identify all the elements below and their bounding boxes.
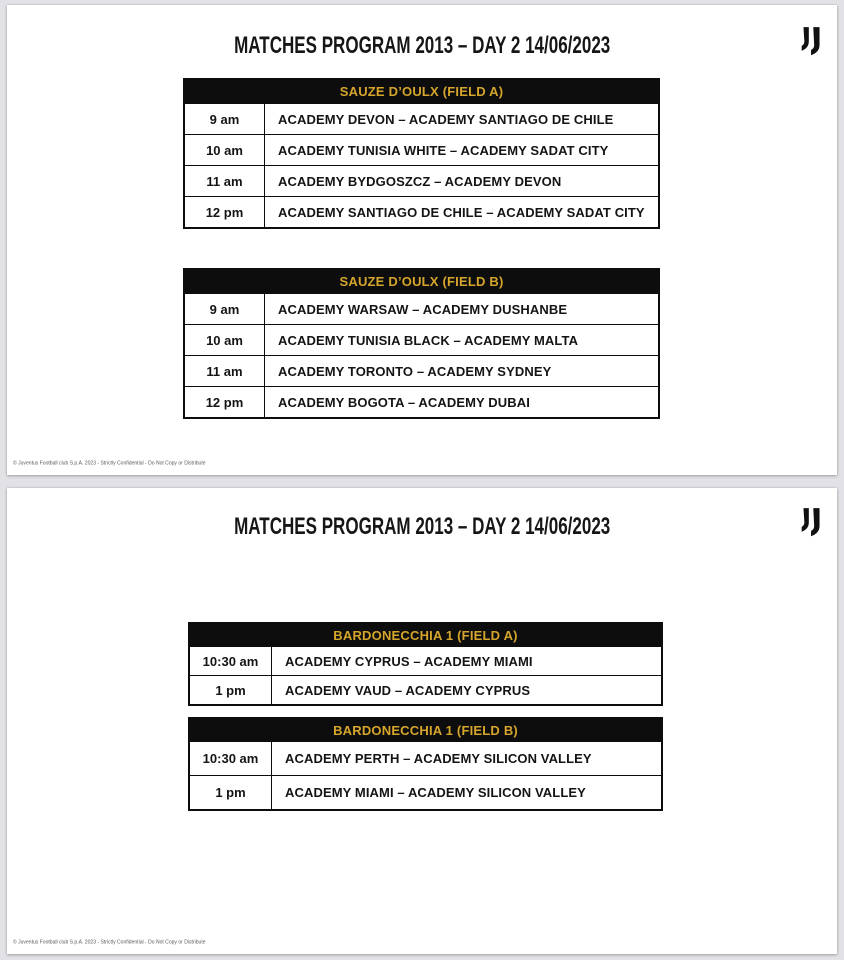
table-row <box>185 355 658 386</box>
match-cell: ACADEMY PERTH – ACADEMY SILICON VALLEY <box>285 751 592 766</box>
match-cell: ACADEMY DEVON – ACADEMY SANTIAGO DE CHILE <box>278 111 614 127</box>
table-row <box>185 386 658 417</box>
table-header: SAUZE D’OULX (FIELD A) <box>184 79 659 104</box>
match-cell: ACADEMY CYPRUS – ACADEMY MIAMI <box>285 653 533 669</box>
time-cell: 10 am <box>185 325 265 355</box>
table-row <box>185 293 658 324</box>
time-cell: 10:30 am <box>190 647 272 675</box>
time-cell: 1 pm <box>190 776 272 809</box>
match-cell: ACADEMY VAUD – ACADEMY CYPRUS <box>285 682 531 698</box>
page-title-text: MATCHES PROGRAM 2013 – DAY 2 14/06/2023 <box>233 31 611 59</box>
time-cell: 12 pm <box>185 197 265 227</box>
time-cell: 9 am <box>185 294 265 324</box>
match-cell: ACADEMY WARSAW – ACADEMY DUSHANBE <box>278 301 568 317</box>
document-page-2 <box>7 488 837 954</box>
match-cell: ACADEMY MIAMI – ACADEMY SILICON VALLEY <box>285 785 586 800</box>
page-title-text: MATCHES PROGRAM 2013 – DAY 2 14/06/2023 <box>233 512 611 540</box>
juventus-logo-icon <box>799 24 824 57</box>
match-table-sauze-field-a <box>183 78 660 229</box>
juventus-logo-icon <box>799 505 824 538</box>
table-row <box>190 675 661 704</box>
table-row <box>190 646 661 675</box>
table-row <box>185 196 658 227</box>
match-table-bardonecchia-field-b <box>188 717 663 811</box>
table-header: SAUZE D’OULX (FIELD B) <box>184 269 659 294</box>
table-header: BARDONECCHIA 1 (FIELD A) <box>189 623 662 647</box>
time-cell: 10 am <box>185 135 265 165</box>
confidentiality-footer: © Juventus Football club S.p.A. 2023 - Strictly Confidential - Do Not Copy or Distribute <box>13 460 206 466</box>
table-row <box>185 134 658 165</box>
time-cell: 10:30 am <box>190 742 272 775</box>
time-cell: 11 am <box>185 356 265 386</box>
match-cell: ACADEMY TUNISIA WHITE – ACADEMY SADAT CITY <box>278 142 609 158</box>
table-row <box>190 741 661 775</box>
table-row <box>185 324 658 355</box>
match-cell: ACADEMY TUNISIA BLACK – ACADEMY MALTA <box>278 332 579 348</box>
page-title <box>7 512 837 539</box>
match-cell: ACADEMY SANTIAGO DE CHILE – ACADEMY SADAT CITY <box>278 204 645 220</box>
match-cell: ACADEMY BYDGOSZCZ – ACADEMY DEVON <box>278 173 562 189</box>
time-cell: 12 pm <box>185 387 265 417</box>
match-cell: ACADEMY TORONTO – ACADEMY SYDNEY <box>278 363 552 379</box>
table-row <box>185 165 658 196</box>
match-cell: ACADEMY BOGOTA – ACADEMY DUBAI <box>278 394 530 410</box>
match-table-sauze-field-b <box>183 268 660 419</box>
time-cell: 9 am <box>185 104 265 134</box>
match-table-bardonecchia-field-a <box>188 622 663 706</box>
table-row <box>190 775 661 809</box>
document-page-1 <box>7 5 837 475</box>
confidentiality-footer: © Juventus Football club S.p.A. 2023 - Strictly Confidential - Do Not Copy or Distribute <box>13 939 206 945</box>
page-title <box>7 31 837 58</box>
time-cell: 11 am <box>185 166 265 196</box>
table-row <box>185 103 658 134</box>
time-cell: 1 pm <box>190 676 272 704</box>
table-header: BARDONECCHIA 1 (FIELD B) <box>189 718 662 742</box>
